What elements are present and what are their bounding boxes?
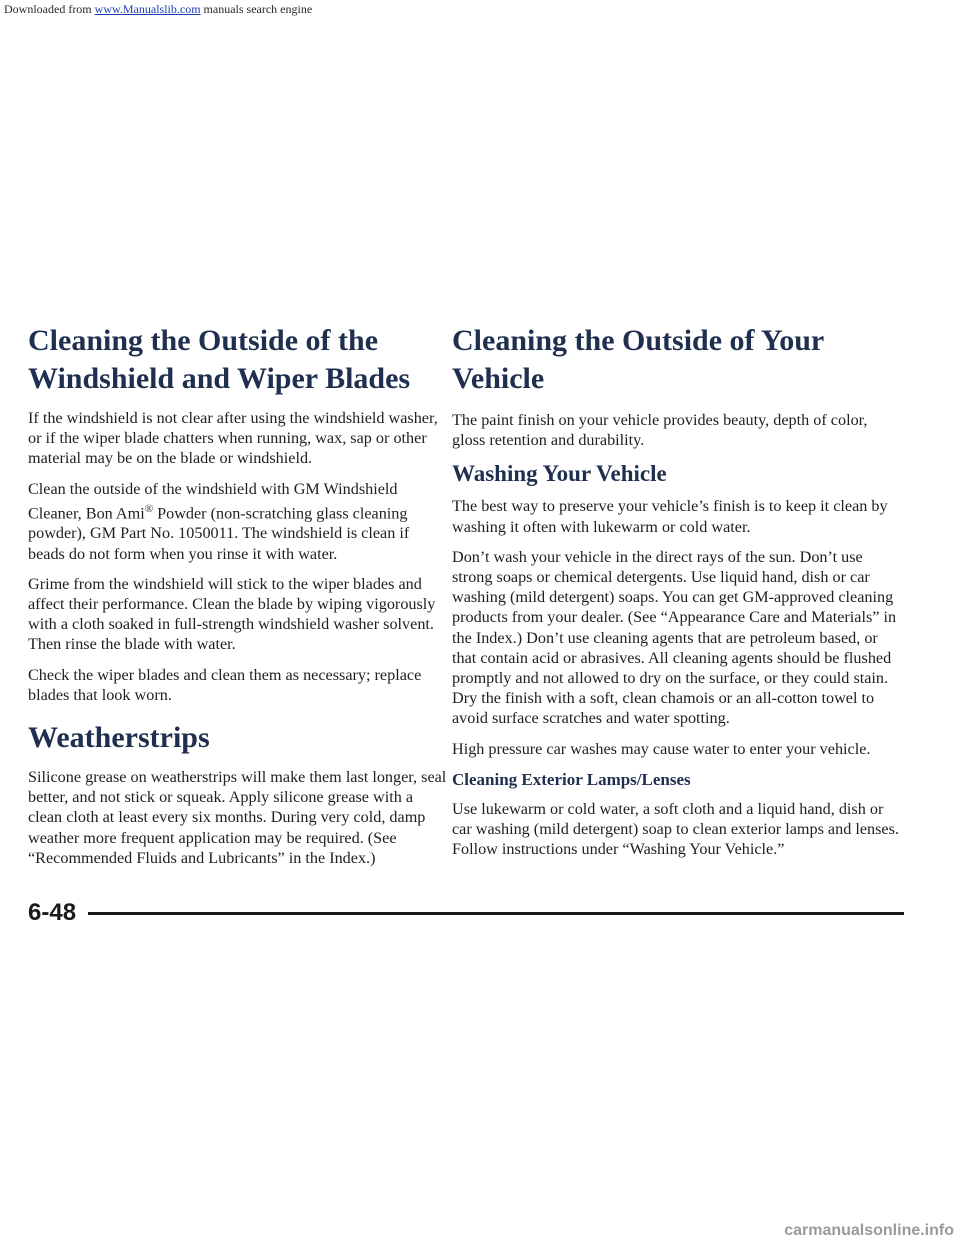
- footer-rule: [88, 912, 904, 915]
- windshield-para-2-post: Powder (non-scratching glass cleaning powder), GM Part No. 1050011. The windshield is clean if beads do not form when you rinse it with water.: [28, 504, 410, 563]
- download-suffix: manuals search engine: [200, 2, 313, 16]
- windshield-heading-line2: Windshield and Wiper Blades: [28, 362, 411, 395]
- page-number: 6-48: [28, 899, 77, 926]
- registered-mark: ®: [144, 502, 154, 515]
- right-column: [452, 322, 904, 869]
- weatherstrips-heading: Weatherstrips: [28, 721, 210, 755]
- outside-vehicle-intro: The paint finish on your vehicle provides beauty, depth of color, gloss retention and durability.: [452, 411, 868, 450]
- washing-para-1: The best way to preserve your vehicle’s finish is to keep it clean by washing it often with lukewarm or cold water.: [452, 497, 888, 536]
- weatherstrips-para: Silicone grease on weatherstrips will make them last longer, seal better, and not stick or squeak. Apply silicone grease with a clean cloth at least every six months. During very cold, damp weather more frequent application may be required. (See “Recommended Fluids and Lubricants” in the Index.): [28, 768, 447, 867]
- page-footer: [28, 898, 904, 938]
- washing-para-2: Don’t wash your vehicle in the direct rays of the sun. Don’t use strong soaps or chemical detergents. Use liquid hand, dish or car washing (mild detergent) soaps. You can get GM-approved cleaning products from your dealer. (See “Appearance Care and Materials” in the Index.) Don’t use cleaning agents that are petroleum based, or that contain acid or abrasives. All cleaning agents should be flushed promptly and not allowed to dry on the surface, or they could stain. Dry the finish with a soft, clean chamois or an all-cotton towel to avoid surface scratches and water spotting.: [452, 547, 897, 728]
- watermark: carmanualsonline.info: [784, 1222, 954, 1239]
- manualslib-link[interactable]: www.Manualslib.com: [94, 2, 201, 16]
- windshield-para-2-pre: Clean the outside of the windshield with GM Windshield Cleaner, Bon Ami: [28, 479, 398, 523]
- windshield-para-3: Grime from the windshield will stick to the wiper blades and affect their performance. Clean the blade by wiping vigorously with a cloth soaked in full-strength windshield washer solvent. Then rinse the blade with water.: [28, 574, 436, 654]
- download-banner: [0, 0, 960, 20]
- lamps-heading: Cleaning Exterior Lamps/Lenses: [452, 769, 691, 789]
- download-prefix: Downloaded from: [4, 2, 95, 16]
- lamps-para: Use lukewarm or cold water, a soft cloth and a liquid hand, dish or car washing (mild detergent) soap to clean exterior lamps and lenses. Follow instructions under “Washing Your Vehicle.”: [452, 799, 899, 859]
- left-column: [28, 322, 448, 878]
- windshield-heading-line1: Cleaning the Outside of the: [28, 324, 379, 357]
- windshield-para-4: Check the wiper blades and clean them as necessary; replace blades that look worn.: [28, 665, 422, 704]
- outside-vehicle-heading: Cleaning the Outside of Your Vehicle: [452, 324, 824, 395]
- windshield-para-1: If the windshield is not clear after using the windshield washer, or if the wiper blade chatters when running, wax, sap or other material may be on the blade or windshield.: [28, 409, 438, 468]
- washing-heading: Washing Your Vehicle: [452, 461, 667, 487]
- windshield-heading: [28, 322, 448, 398]
- windshield-para-2: [28, 479, 448, 564]
- washing-para-3: High pressure car washes may cause water to enter your vehicle.: [452, 739, 871, 758]
